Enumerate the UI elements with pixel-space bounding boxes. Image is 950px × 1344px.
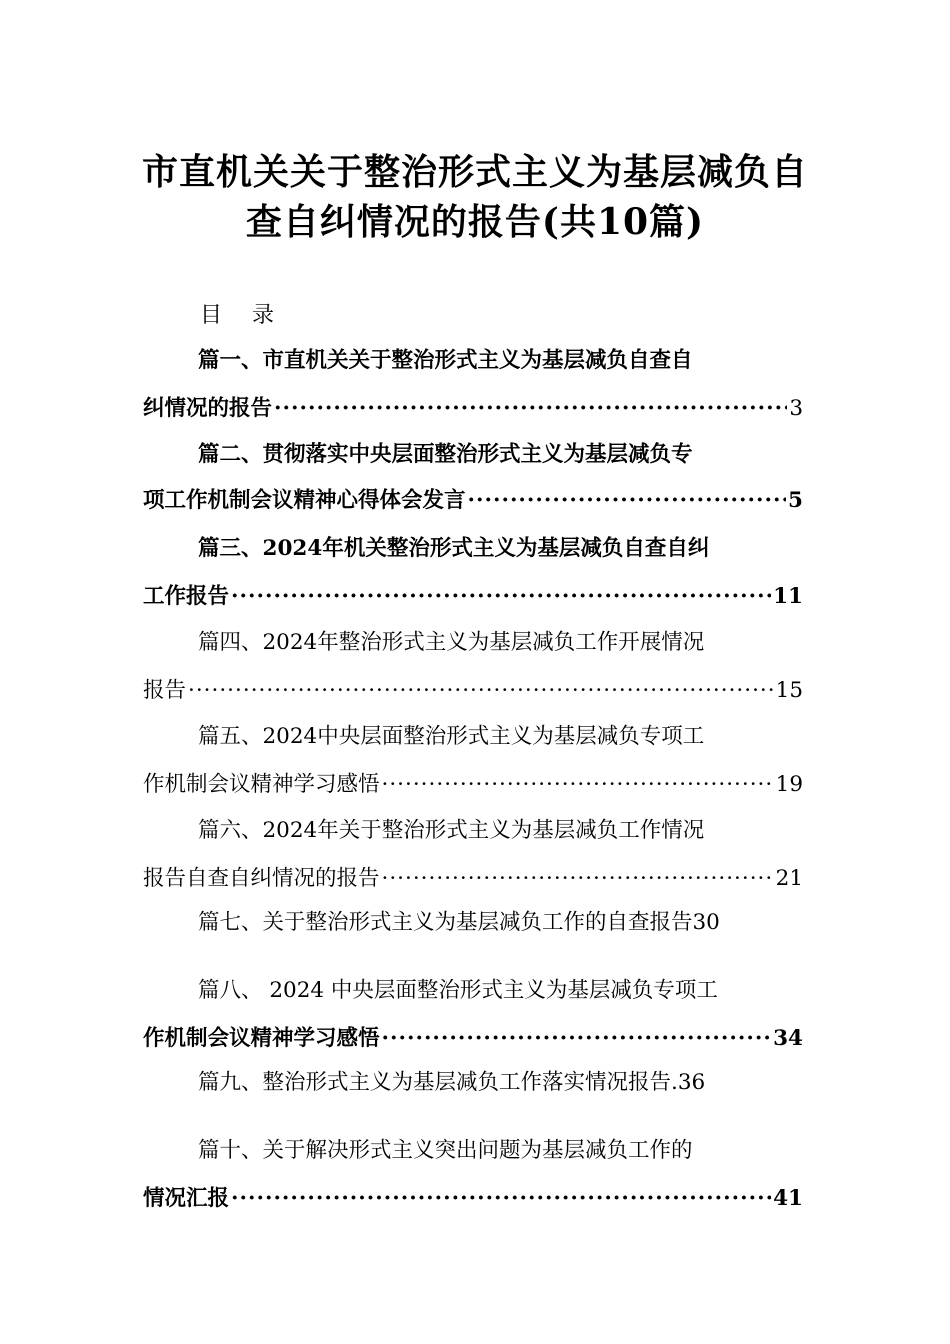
toc-entry-10-rest: 情况汇报 [143, 1186, 230, 1211]
toc-entry-4-page: 15 [775, 678, 803, 703]
toc-entry-2-page: 5 [788, 488, 803, 513]
toc-entry-4-title[interactable]: 篇四、2024年整治形式主义为基层减负工作开展情况 [198, 630, 705, 655]
toc-entry-2-rest: 项工作机制会议精神心得体会发言 [143, 488, 466, 513]
toc-entry-3-rest: 工作报告 [143, 584, 230, 609]
toc-entry-1-rest: 纠情况的报告 [143, 396, 273, 421]
toc-heading [200, 298, 274, 329]
toc-entry-8-rest: 作机制会议精神学习感悟 [143, 1026, 380, 1051]
toc-entry-7-title[interactable]: 篇七、关于整治形式主义为基层减负工作的自查报告30 [198, 910, 720, 935]
toc-entry-5-leader [382, 770, 774, 800]
toc-entry-10-title[interactable]: 篇十、关于解决形式主义突出问题为基层减负工作的 [198, 1138, 693, 1163]
toc-entry-6-page: 21 [775, 866, 803, 891]
toc-entry-1-leader [274, 394, 787, 424]
toc-heading-char-1: 目 [200, 303, 223, 328]
toc-heading-char-2: 录 [252, 303, 275, 328]
toc-entry-5-page: 19 [775, 772, 803, 797]
toc-entry-2-continuation[interactable] [143, 486, 803, 516]
toc-entry-2-leader [468, 486, 787, 516]
toc-entry-3-leader [231, 582, 771, 612]
toc-entry-4-rest: 报告 [143, 678, 187, 703]
toc-entry-3-title[interactable]: 篇三、2024年机关整治形式主义为基层减负自查自纠 [198, 536, 710, 561]
toc-entry-3-page: 11 [773, 584, 803, 609]
toc-entry-3-continuation[interactable] [143, 582, 803, 612]
toc-entry-8-leader [382, 1024, 772, 1054]
toc-entry-6-title[interactable]: 篇六、2024年关于整治形式主义为基层减负工作情况 [198, 818, 705, 843]
toc-entry-4-continuation[interactable] [143, 676, 803, 706]
toc-entry-9-title[interactable]: 篇九、整治形式主义为基层减负工作落实情况报告.36 [198, 1070, 706, 1095]
toc-entry-1-title[interactable]: 篇一、市直机关关于整治形式主义为基层减负自查自 [198, 348, 693, 373]
toc-entry-10-leader [231, 1184, 771, 1214]
toc-entry-8-title[interactable]: 篇八、 2024 中央层面整治形式主义为基层减负专项工 [198, 978, 718, 1003]
toc-entry-8-continuation[interactable] [143, 1024, 803, 1054]
toc-entry-6-leader [382, 864, 774, 894]
toc-entry-5-rest: 作机制会议精神学习感悟 [143, 772, 380, 797]
toc-entry-5-title[interactable]: 篇五、2024中央层面整治形式主义为基层减负专项工 [198, 724, 705, 749]
toc-entry-10-continuation[interactable] [143, 1184, 803, 1214]
toc-entry-6-rest: 报告自查自纠情况的报告 [143, 866, 380, 891]
toc-entry-6-continuation[interactable] [143, 864, 803, 894]
toc-entry-1-continuation[interactable] [143, 394, 803, 424]
toc-entry-5-continuation[interactable] [143, 770, 803, 800]
toc-entry-10-page: 41 [773, 1186, 803, 1211]
document-title-line-1: 市直机关关于整治形式主义为基层减负自 [141, 151, 808, 193]
toc-entry-2-title[interactable]: 篇二、贯彻落实中央层面整治形式主义为基层减负专 [198, 442, 693, 467]
document-title-line-2: 查自纠情况的报告(共10篇) [245, 201, 705, 243]
toc-entry-8-page: 34 [773, 1026, 803, 1051]
toc-entry-4-leader [188, 676, 774, 706]
toc-entry-1-page: 3 [789, 396, 803, 421]
